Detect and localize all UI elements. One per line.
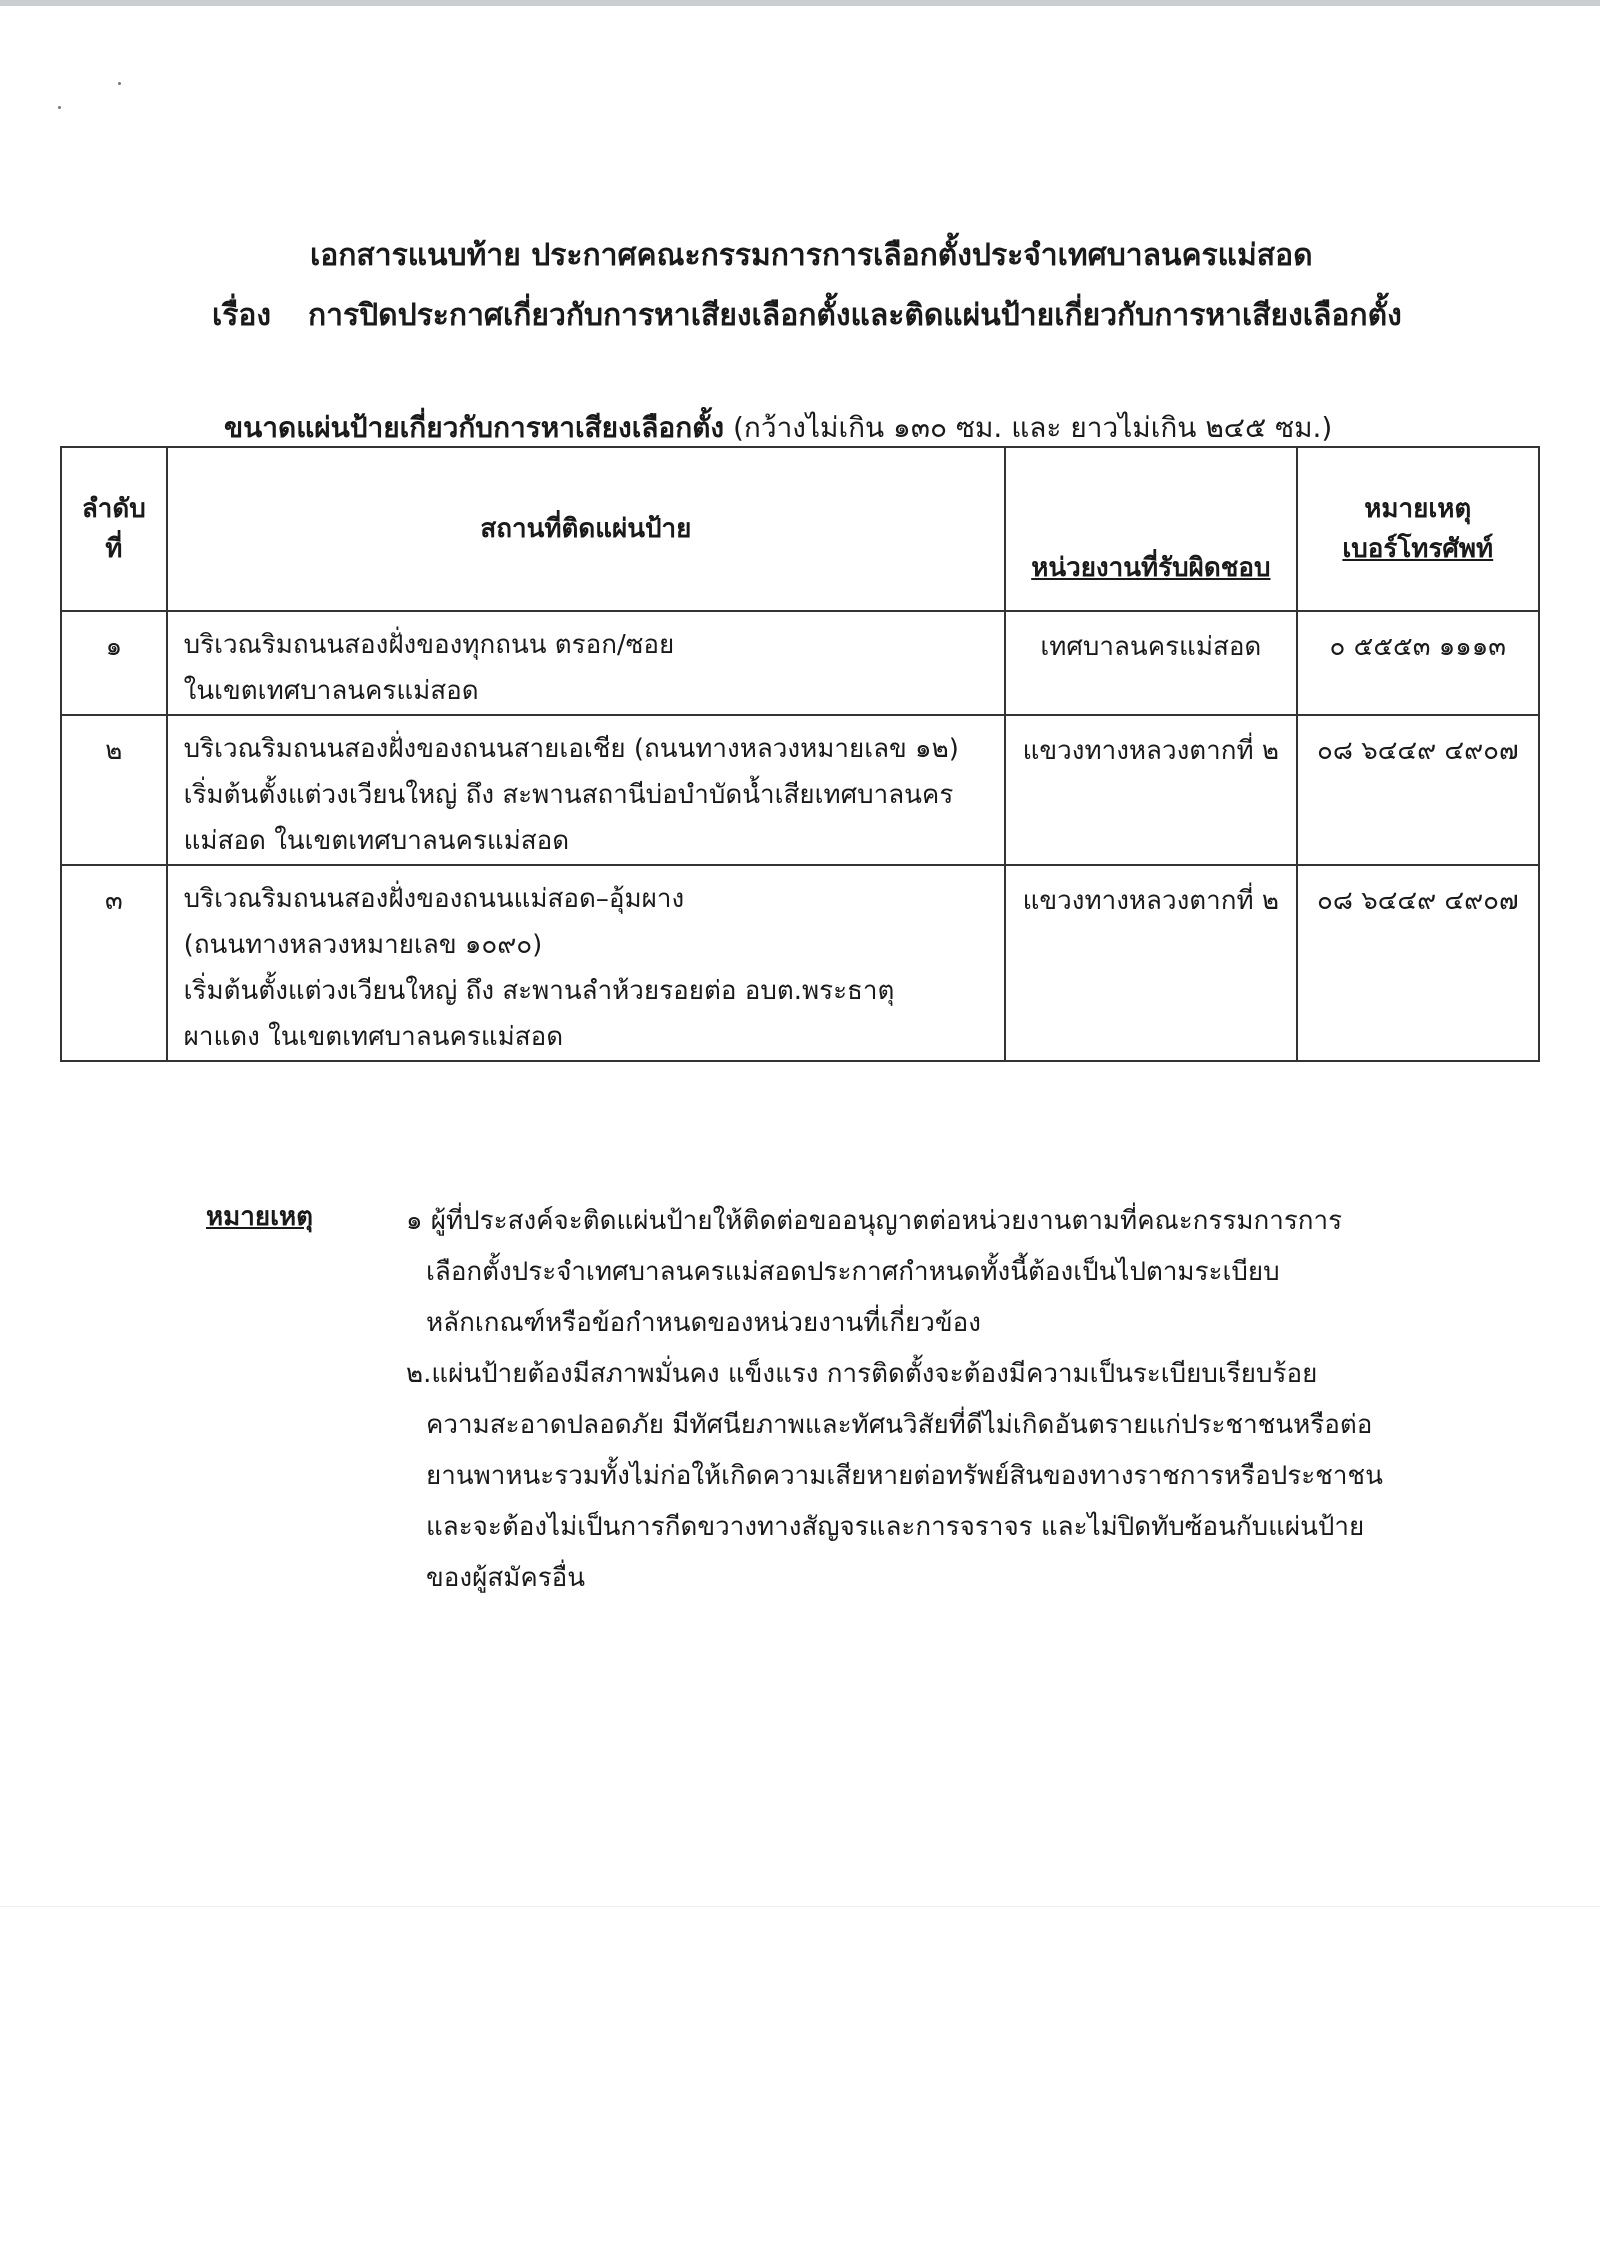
row-unit: แขวงทางหลวงตากที่ ๒: [1005, 715, 1297, 865]
row-location: [167, 715, 1005, 865]
note-item: [406, 1196, 1406, 1349]
header-no-line1: ลำดับ: [81, 494, 146, 524]
location-line: แม่สอด ในเขตเทศบาลนครแม่สอด: [183, 826, 570, 856]
row-unit: เทศบาลนครแม่สอด: [1005, 611, 1297, 715]
table-row: [61, 611, 1539, 715]
row-unit: แขวงทางหลวงตากที่ ๒: [1005, 865, 1297, 1061]
row-no: ๓: [61, 865, 167, 1061]
location-line: บริเวณริมถนนสองฝั่งของถนนแม่สอด–อุ้มผาง: [183, 884, 685, 914]
header-location: สถานที่ติดแผ่นป้าย: [167, 447, 1005, 611]
sign-location-table: [60, 446, 1540, 1062]
note-line: และจะต้องไม่เป็นการกีดขวางทางสัญจรและการจราจร และไม่ปิดทับซ้อนกับแผ่นป้าย: [426, 1512, 1365, 1542]
note-line: หลักเกณฑ์หรือข้อกำหนดของหน่วยงานที่เกี่ยวข้อง: [426, 1308, 981, 1338]
note-line: ๑ ผู้ที่ประสงค์จะติดแผ่นป้ายให้ติดต่อขออนุญาตต่อหน่วยงานตามที่คณะกรรมการการ: [406, 1206, 1343, 1236]
location-line: เริ่มต้นตั้งแต่วงเวียนใหญ่ ถึง สะพานลำห้วยรอยต่อ อบต.พระธาตุ: [183, 976, 895, 1006]
note-line: ความสะอาดปลอดภัย มีทัศนียภาพและทัศนวิสัยที่ดีไม่เกิดอันตรายแก่ประชาชนหรือต่อ: [426, 1410, 1373, 1440]
note-line: ๒.แผ่นป้ายต้องมีสภาพมั่นคง แข็งแรง การติดตั้งจะต้องมีความเป็นระเบียบเรียบร้อย: [406, 1359, 1318, 1389]
header-no: [61, 447, 167, 611]
table-row: [61, 865, 1539, 1061]
row-phone: ๐๘ ๖๔๔๙ ๔๙๐๗: [1297, 715, 1539, 865]
document-title: เอกสารแนบท้าย ประกาศคณะกรรมการการเลือกตั้งประจำเทศบาลนครแม่สอด: [310, 238, 1313, 273]
note-line: เลือกตั้งประจำเทศบาลนครแม่สอดประกาศกำหนดทั้งนี้ต้องเป็นไปตามระเบียบ: [426, 1257, 1280, 1287]
note-item: [406, 1349, 1406, 1604]
table-row: [61, 715, 1539, 865]
header-remark: [1297, 447, 1539, 611]
location-line: ในเขตเทศบาลนครแม่สอด: [183, 676, 479, 706]
location-line: (ถนนทางหลวงหมายเลข ๑๐๙๐): [183, 930, 543, 960]
note-line: ของผู้สมัครอื่น: [426, 1563, 586, 1593]
row-location: [167, 611, 1005, 715]
notes-list: [406, 1196, 1406, 1604]
sign-size-heading: ขนาดแผ่นป้ายเกี่ยวกับการหาเสียงเลือกตั้ง: [224, 411, 725, 444]
header-remark-line2: เบอร์โทรศัพท์: [1342, 534, 1494, 564]
header-remark-line1: หมายเหตุ: [1364, 494, 1472, 524]
table-header-row: [61, 447, 1539, 611]
subject-text: การปิดประกาศเกี่ยวกับการหาเสียงเลือกตั้งและติดแผ่นป้ายเกี่ยวกับการหาเสียงเลือกตั้ง: [308, 298, 1402, 333]
scan-top-edge: [0, 0, 1600, 6]
header-no-line2: ที่: [105, 534, 123, 564]
sign-size-dimensions: (กว้างไม่เกิน ๑๓๐ ซม. และ ยาวไม่เกิน ๒๔๕ ซม.): [724, 411, 1333, 444]
row-no: ๒: [61, 715, 167, 865]
row-phone: ๐๘ ๖๔๔๙ ๔๙๐๗: [1297, 865, 1539, 1061]
location-line: บริเวณริมถนนสองฝั่งของทุกถนน ตรอก/ซอย: [183, 630, 675, 660]
header-unit: [1005, 447, 1297, 611]
row-location: [167, 865, 1005, 1061]
row-no: ๑: [61, 611, 167, 715]
sign-size-note: [224, 406, 1332, 450]
row-phone: ๐ ๕๕๕๓ ๑๑๑๓: [1297, 611, 1539, 715]
note-line: ยานพาหนะรวมทั้งไม่ก่อให้เกิดความเสียหายต่อทรัพย์สินของทางราชการหรือประชาชน: [426, 1461, 1383, 1491]
location-line: เริ่มต้นตั้งแต่วงเวียนใหญ่ ถึง สะพานสถานีบ่อบำบัดน้ำเสียเทศบาลนคร: [183, 780, 954, 810]
subject-label: เรื่อง: [212, 298, 272, 333]
location-line: ผาแดง ในเขตเทศบาลนครแม่สอด: [183, 1022, 564, 1052]
notes-label: หมายเหตุ: [206, 1202, 314, 1232]
scan-fold-line: [0, 1906, 1600, 1907]
document-subject: [212, 292, 1402, 339]
header-unit-text: หน่วยงานที่รับผิดชอบ: [1031, 553, 1271, 583]
location-line: บริเวณริมถนนสองฝั่งของถนนสายเอเชีย (ถนนทางหลวงหมายเลข ๑๒): [183, 734, 959, 764]
